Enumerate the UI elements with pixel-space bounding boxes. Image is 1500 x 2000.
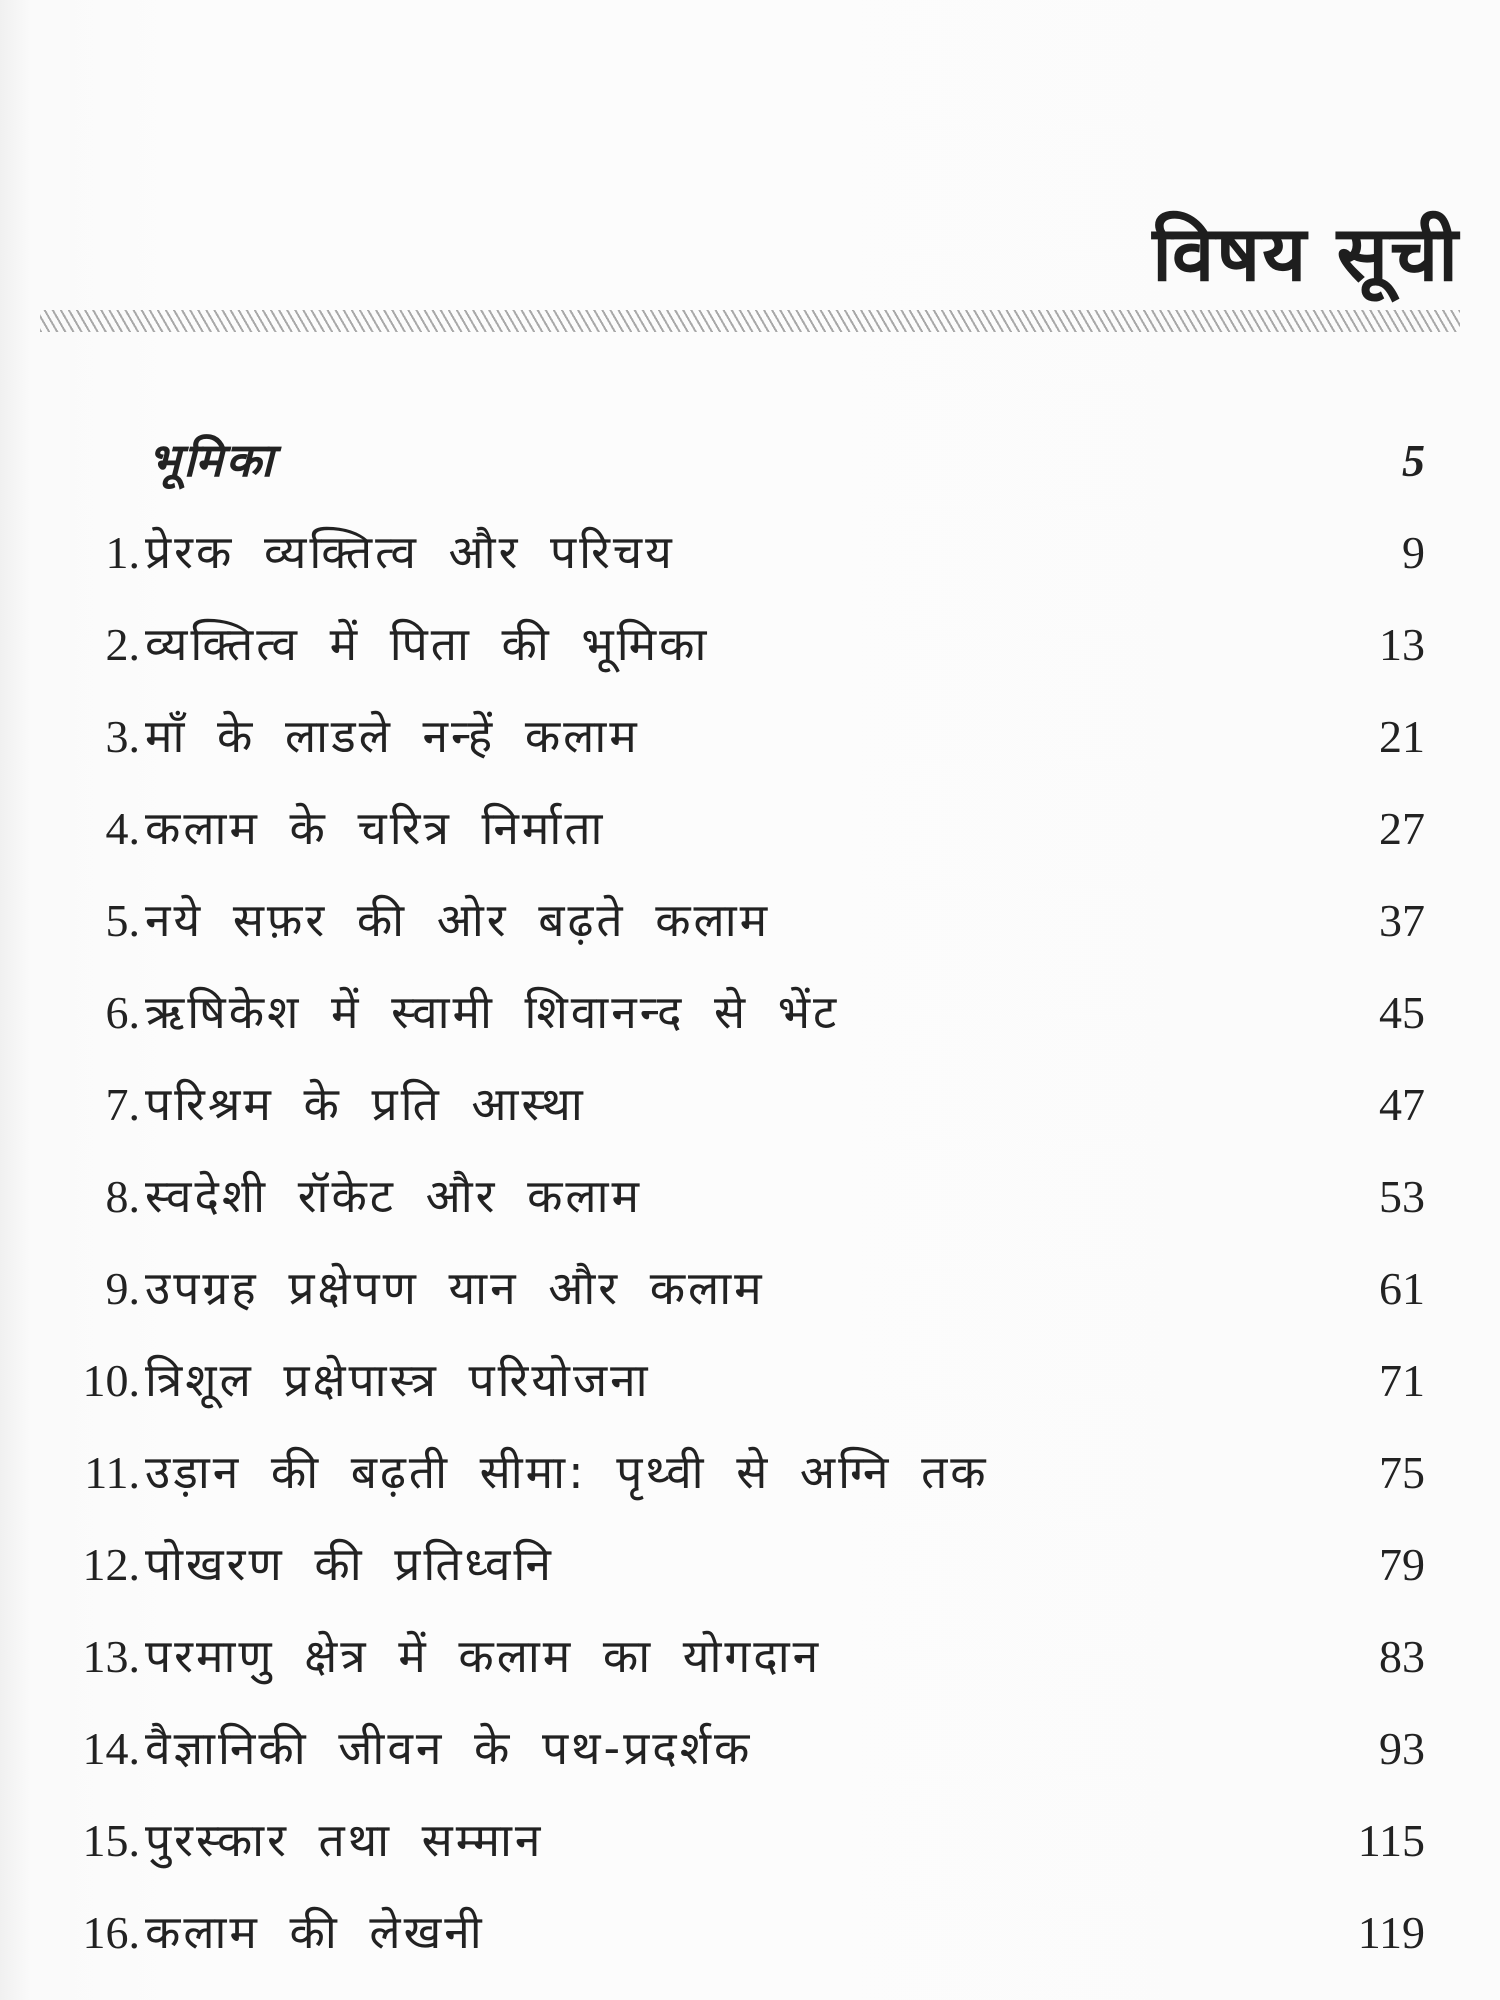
toc-entry-number: 7. (105, 1079, 140, 1130)
toc-entry (0, 512, 1500, 604)
toc-entry-page: 27 (1379, 803, 1425, 854)
toc-entry-label: पोखरण की प्रतिध्वनि (145, 1537, 554, 1591)
toc-entry-number: 16. (82, 1907, 140, 1958)
toc-entry-label: परिश्रम के प्रति आस्था (145, 1077, 586, 1131)
toc-entry (0, 788, 1500, 880)
toc-entry-page: 115 (1357, 1815, 1425, 1866)
toc-entry-label: उड़ान की बढ़ती सीमा: पृथ्वी से अग्नि तक (145, 1445, 989, 1499)
toc-entry-number: 3. (105, 711, 140, 762)
toc-entry (0, 880, 1500, 972)
toc-entry-label: स्वदेशी रॉकेट और कलाम (145, 1169, 643, 1223)
toc-entry-page: 53 (1379, 1171, 1425, 1222)
decorative-hatched-divider (40, 310, 1460, 332)
toc-entry (0, 1156, 1500, 1248)
toc-entry (0, 1064, 1500, 1156)
toc-entry-label: माँ के लाडले नन्हें कलाम (145, 709, 640, 763)
toc-entry-number: 8. (105, 1171, 140, 1222)
toc-entry-number: 2. (105, 619, 140, 670)
toc-entry-page: 61 (1379, 1263, 1425, 1314)
toc-entry-label: वैज्ञानिकी जीवन के पथ-प्रदर्शक (145, 1721, 753, 1775)
toc-entry-number: 1. (105, 527, 140, 578)
toc-entry (0, 1800, 1500, 1892)
toc-entry (0, 1616, 1500, 1708)
toc-entry-number: 4. (105, 803, 140, 854)
toc-entry-page: 13 (1379, 619, 1425, 670)
toc-entry-label: पुरस्कार तथा सम्मान (145, 1813, 544, 1867)
toc-entry-page: 83 (1379, 1631, 1425, 1682)
toc-entry (0, 604, 1500, 696)
toc-entry-label: उपग्रह प्रक्षेपण यान और कलाम (145, 1261, 765, 1315)
toc-entry-page: 93 (1379, 1723, 1425, 1774)
toc-entry-label: व्यक्तित्व में पिता की भूमिका (145, 617, 710, 671)
toc-entry (0, 1708, 1500, 1800)
toc-entry-page: 71 (1379, 1355, 1425, 1406)
toc-entry-number: 11. (84, 1447, 140, 1498)
toc-entry-number: 15. (82, 1815, 140, 1866)
toc-entry-page: 5 (1402, 435, 1425, 486)
toc-entry-label: कलाम के चरित्र निर्माता (145, 801, 606, 855)
toc-entry-label: त्रिशूल प्रक्षेपास्त्र परियोजना (145, 1353, 651, 1407)
toc-entry-label: भूमिका (148, 433, 277, 487)
toc-entry (0, 1340, 1500, 1432)
toc-entry-page: 75 (1379, 1447, 1425, 1498)
toc-entry (0, 1524, 1500, 1616)
toc-entry-label: प्रेरक व्यक्तित्व और परिचय (145, 525, 675, 579)
toc-entry-number: 5. (105, 895, 140, 946)
toc-entry (0, 696, 1500, 788)
toc-entry-intro (0, 420, 1500, 512)
toc-entry-label: कलाम की लेखनी (145, 1905, 485, 1959)
table-of-contents (0, 420, 1500, 1984)
toc-entry-label: नये सफ़र की ओर बढ़ते कलाम (145, 893, 771, 947)
toc-entry-number: 10. (82, 1355, 140, 1406)
toc-entry (0, 1892, 1500, 1984)
toc-entry-label: परमाणु क्षेत्र में कलाम का योगदान (145, 1629, 822, 1683)
toc-entry-number: 12. (82, 1539, 140, 1590)
toc-entry-number: 14. (82, 1723, 140, 1774)
toc-entry-page: 37 (1379, 895, 1425, 946)
page-title: विषय सूची (1152, 209, 1460, 298)
toc-entry-page: 9 (1402, 527, 1425, 578)
toc-entry-number: 6. (105, 987, 140, 1038)
toc-entry-page: 119 (1357, 1907, 1425, 1958)
toc-entry-number: 13. (82, 1631, 140, 1682)
toc-entry-page: 79 (1379, 1539, 1425, 1590)
toc-entry (0, 1432, 1500, 1524)
toc-entry-page: 47 (1379, 1079, 1425, 1130)
toc-entry (0, 972, 1500, 1064)
toc-entry-label: ऋषिकेश में स्वामी शिवानन्द से भेंट (145, 985, 840, 1039)
toc-entry (0, 1248, 1500, 1340)
toc-entry-page: 21 (1379, 711, 1425, 762)
toc-entry-page: 45 (1379, 987, 1425, 1038)
toc-entry-number: 9. (105, 1263, 140, 1314)
